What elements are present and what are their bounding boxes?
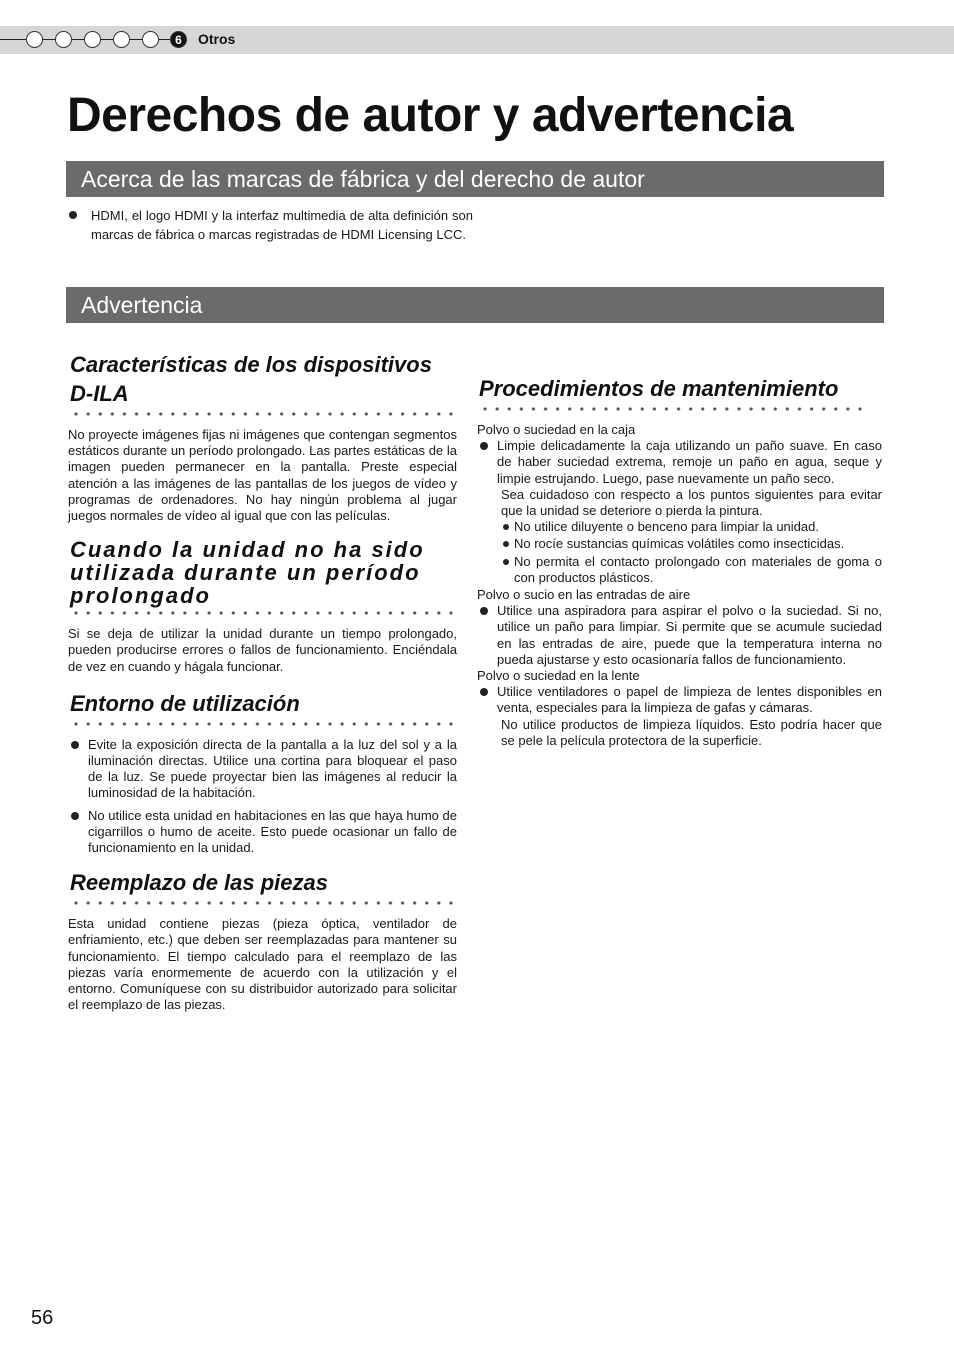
- environment-item: Evite la exposición directa de la pantalla a la luz del sol y a la iluminación directas. Utilice una cortina para bloquear el paso de la luz. Se puede proyectar bien las imágenes al reducir la luminosidad de la habitación.: [68, 737, 457, 802]
- right-column: [477, 374, 882, 749]
- dotted-divider: [479, 406, 865, 412]
- environment-heading: Entorno de utilización: [70, 690, 300, 716]
- warning-heading: Advertencia: [66, 287, 884, 323]
- chapter-step-3-icon: [84, 31, 101, 48]
- chapter-step-4-icon: [113, 31, 130, 48]
- unused-text: Si se deja de utilizar la unidad durante un tiempo prolongado, pueden producirse errores o fallos de funcionamiento. Enciéndala de vez en cuando y hágala funcionar.: [68, 626, 457, 674]
- unused-heading: Cuando la unidad no ha sido utilizada durante un período prolongado: [70, 537, 425, 609]
- vents-label: Polvo o sucio en las entradas de aire: [477, 587, 691, 603]
- dotted-divider: [70, 900, 454, 906]
- lens-note: No utilice productos de limpieza líquidos. Esto podría hacer que se pele la película protectora de la superficie.: [501, 716, 882, 748]
- trademark-heading: Acerca de las marcas de fábrica y del derecho de autor: [66, 161, 884, 197]
- lens-item: Utilice ventiladores o papel de limpieza de lentes disponibles en venta, especiales para la limpieza de gafas y cámaras.: [477, 684, 882, 716]
- case-subitem: No permita el contacto prolongado con materiales de goma o con productos plásticos.: [501, 554, 882, 586]
- dila-heading: Características de los dispositivos D-ILA: [70, 352, 432, 406]
- dotted-divider: [70, 610, 454, 616]
- vents-item: Utilice una aspiradora para aspirar el polvo o la suciedad. Si no, utilice un paño para limpiar. Si permite que se acumule suciedad en las entradas de aire, puede que la temperatura interna no pueda ajustarse y esto ocasionaría fallos de funcionamiento.: [477, 603, 882, 668]
- lens-label: Polvo o suciedad en la lente: [477, 668, 640, 684]
- chapter-step-5-icon: [142, 31, 159, 48]
- case-sublist: [477, 519, 882, 586]
- dila-text: No proyecte imágenes fijas ni imágenes que contengan segmentos estáticos durante un período prolongado. Las partes estáticas de la imagen pueden permanecer en la pantalla. Preste especial atención a las imágenes de las pantallas de los juegos de vídeo y programas de ordenadores. No hay ningún problema al jugar juegos normales de vídeo al igual que con las películas.: [68, 427, 457, 524]
- case-label: Polvo o suciedad en la caja: [477, 422, 636, 437]
- trademark-list: [69, 206, 473, 244]
- case-subitem: No utilice diluyente o benceno para limpiar la unidad.: [501, 519, 882, 535]
- chapter-step-2-icon: [55, 31, 72, 48]
- left-column: [68, 350, 457, 1021]
- maintenance-heading: Procedimientos de mantenimiento: [479, 376, 839, 401]
- environment-item: No utilice esta unidad en habitaciones en las que haya humo de cigarrillos o humo de aceite. Esto puede ocasionar un fallo de funcionamiento en la unidad.: [68, 808, 457, 857]
- trademark-item: HDMI, el logo HDMI y la interfaz multimedia de alta definición son marcas de fábrica o marcas registradas de HDMI Licensing LCC.: [69, 206, 473, 244]
- section-label: Otros: [198, 31, 236, 47]
- page-title: Derechos de autor y advertencia: [67, 89, 794, 142]
- chapter-header-bar: [0, 26, 954, 54]
- chapter-step-active-icon: 6: [170, 31, 187, 48]
- case-item: Limpie delicadamente la caja utilizando un paño suave. En caso de haber suciedad extrema, remoje un paño en agua, seque y limpie estrujando. Luego, pase nuevamente un paño seco.: [477, 438, 882, 487]
- page-number: 56: [31, 1307, 54, 1329]
- case-subitem: No rocíe sustancias químicas volátiles como insecticidas.: [501, 536, 882, 552]
- chapter-step-1-icon: [26, 31, 43, 48]
- dotted-divider: [70, 721, 454, 727]
- dotted-divider: [70, 411, 454, 417]
- parts-text: Esta unidad contiene piezas (pieza óptica, ventilador de enfriamiento, etc.) que deben ser reemplazadas para mantener su funcionamiento. El tiempo calculado para el reemplazo de las piezas varía enormemente de acuerdo con la utilización y el entorno. Comuníquese con su distribuidor autorizado para solicitar el reemplazo de las piezas.: [68, 916, 457, 1013]
- parts-heading: Reemplazo de las piezas: [70, 870, 328, 896]
- case-note: Sea cuidadoso con respecto a los puntos siguientes para evitar que la unidad se deteriore o pierda la pintura.: [501, 486, 882, 519]
